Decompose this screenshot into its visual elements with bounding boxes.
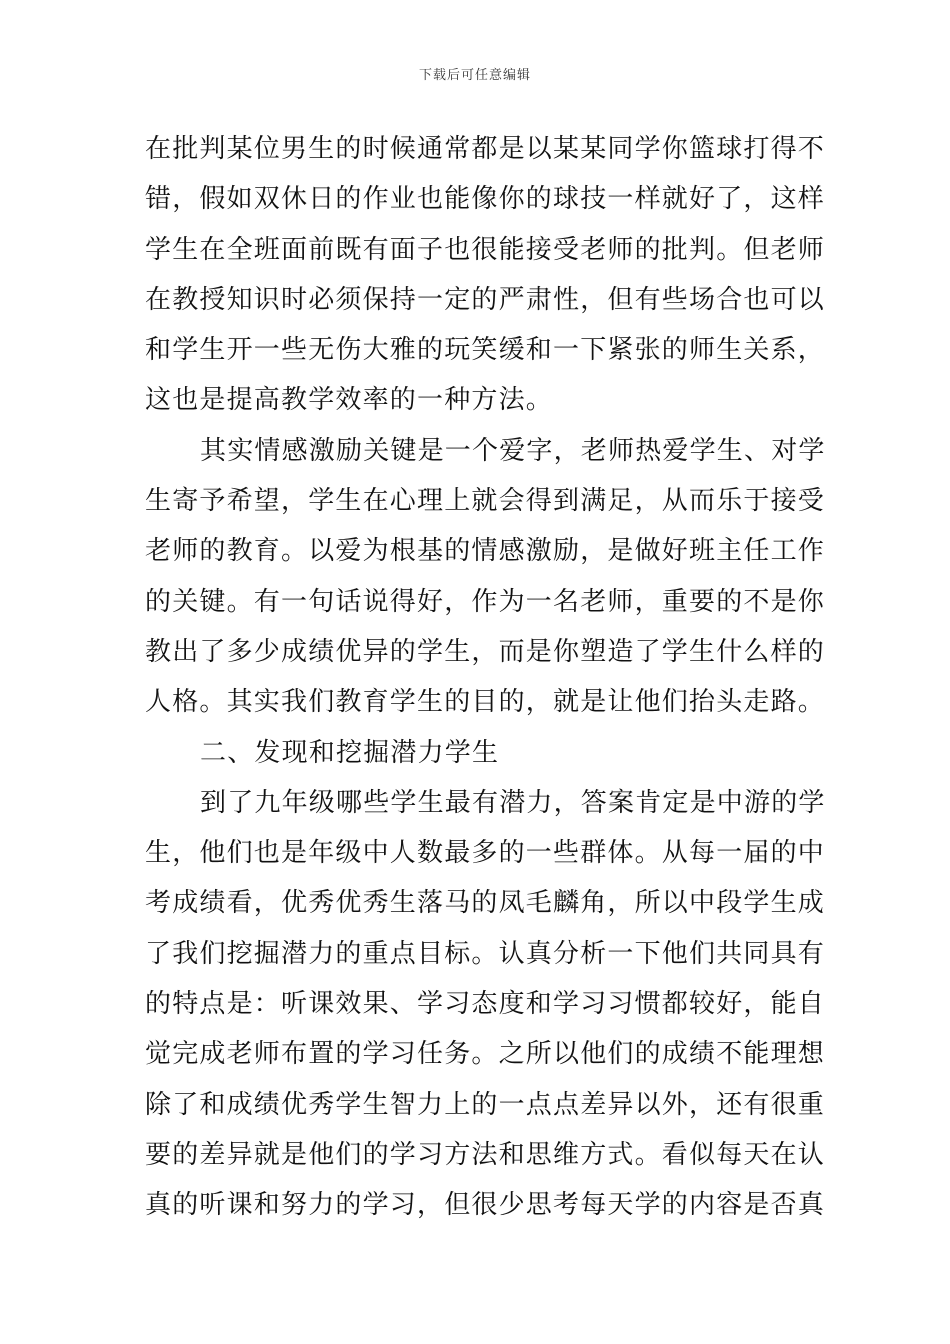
text-line: 真的听课和努力的学习，但很少思考每天学的内容是否真 (145, 1190, 826, 1221)
text-line: 在教授知识时必须保持一定的严肃性，但有些场合也可以 (145, 284, 826, 315)
text-line: 其实情感激励关键是一个爱字，老师热爱学生、对学 (200, 435, 826, 466)
page-header: 下载后可任意编辑 (418, 68, 531, 83)
text-line: 的特点是：听课效果、学习态度和学习习惯都较好，能自 (145, 989, 826, 1020)
text-line: 要的差异就是他们的学习方法和思维方式。看似每天在认 (145, 1139, 826, 1170)
text-line: 除了和成绩优秀学生智力上的一点点差异以外，还有很重 (145, 1089, 826, 1120)
text-line: 生，他们也是年级中人数最多的一些群体。从每一届的中 (145, 838, 826, 869)
text-line: 这也是提高教学效率的一种方法。 (145, 385, 554, 416)
text-line: 觉完成老师布置的学习任务。之所以他们的成绩不能理想 (145, 1039, 826, 1070)
text-line: 老师的教育。以爱为根基的情感激励，是做好班主任工作 (145, 536, 826, 567)
text-line: 的关键。有一句话说得好，作为一名老师，重要的不是你 (145, 586, 826, 617)
text-line: 了我们挖掘潜力的重点目标。认真分析一下他们共同具有 (145, 938, 826, 969)
text-line: 二、发现和挖掘潜力学生 (200, 737, 500, 768)
text-line: 生寄予希望，学生在心理上就会得到满足，从而乐于接受 (145, 486, 826, 517)
text-line: 人格。其实我们教育学生的目的，就是让他们抬头走路。 (145, 687, 826, 718)
text-line: 错，假如双休日的作业也能像你的球技一样就好了，这样 (145, 184, 826, 215)
text-line: 学生在全班面前既有面子也很能接受老师的批判。但老师 (145, 234, 826, 265)
text-line: 教出了多少成绩优异的学生，而是你塑造了学生什么样的 (145, 636, 826, 667)
text-line: 到了九年级哪些学生最有潜力，答案肯定是中游的学 (200, 787, 826, 818)
text-line: 考成绩看，优秀优秀生落马的凤毛麟角，所以中段学生成 (145, 888, 826, 919)
text-line: 和学生开一些无伤大雅的玩笑缓和一下紧张的师生关系， (145, 335, 826, 366)
text-line: 在批判某位男生的时候通常都是以某某同学你篮球打得不 (145, 134, 826, 164)
document-body (145, 124, 826, 1231)
